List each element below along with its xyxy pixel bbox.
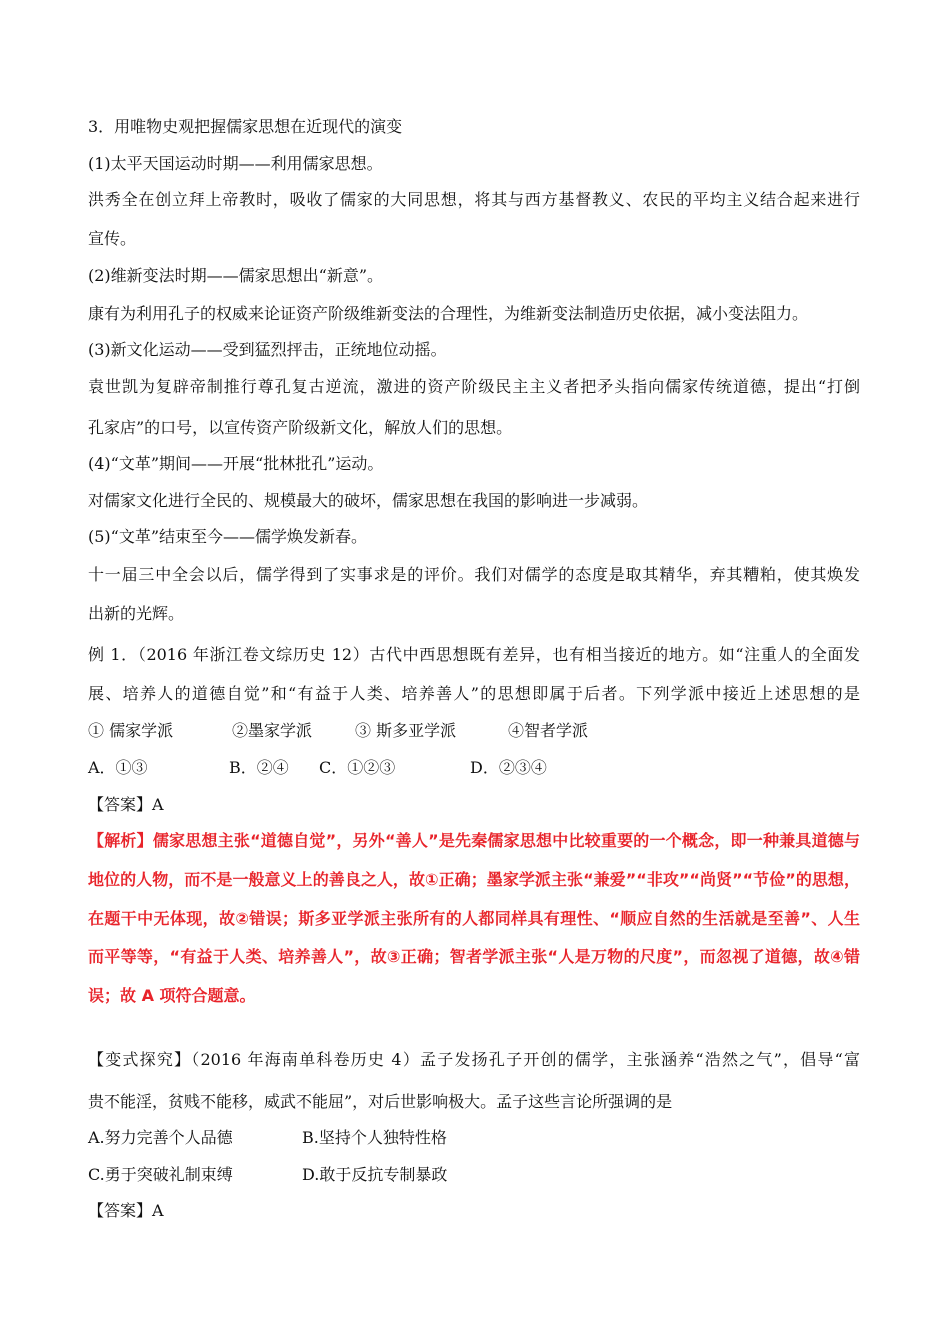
analysis-line: 在题干中无体现，故②错误；斯多亚学派主张所有的人都同样具有理性、“顺应自然的生活就是至善”、人生 [88, 909, 860, 928]
question-stem: 例 1．（2016 年浙江卷文综历史 12）古代中西思想既有差异，也有相当接近的地方。如“注重人的全面发 [88, 645, 860, 664]
paragraph-text: 孔家店”的口号，以宣传资产阶级新文化，解放人们的思想。 [88, 418, 513, 437]
answer-option: D．②③④ [470, 758, 547, 777]
answer-option: B．②④ [229, 758, 289, 777]
analysis-line: 地位的人物，而不是一般意义上的善良之人，故①正确；墨家学派主张“兼爱”“非攻”“尚贤”“节俭”的思想， [88, 870, 860, 889]
answer-option: A．①③ [88, 758, 148, 777]
paragraph-text: 袁世凯为复辟帝制推行尊孔复古逆流，激进的资产阶级民主主义者把矛头指向儒家传统道德，提出“打倒 [88, 377, 860, 396]
paragraph-title: (2)维新变法时期——儒家思想出“新意”。 [88, 266, 384, 285]
paragraph-title: (5)“文革”结束至今——儒学焕发新春。 [88, 527, 368, 546]
paragraph-title: (1)太平天国运动时期——利用儒家思想。 [88, 154, 383, 173]
paragraph-text: 十一届三中全会以后，儒学得到了实事求是的评价。我们对儒学的态度是取其精华，弃其糟粕，使其焕发 [88, 565, 860, 584]
paragraph-title: (4)“文革”期间——开展“批林批孔”运动。 [88, 454, 384, 473]
question-item: ① 儒家学派 [88, 721, 174, 740]
paragraph-text: 洪秀全在创立拜上帝教时，吸收了儒家的大同思想，将其与西方基督教义、农民的平均主义结合起来进行 [88, 190, 860, 209]
answer-option: A.努力完善个人品德 [88, 1128, 233, 1147]
variant-stem: 贵不能淫，贫贱不能移，威武不能屈”，对后世影响极大。孟子这些言论所强调的是 [88, 1092, 673, 1111]
answer-option: B.坚持个人独特性格 [302, 1128, 447, 1147]
answer-option: D.敢于反抗专制暴政 [302, 1165, 448, 1184]
analysis-line: 【解析】儒家思想主张“道德自觉”，另外“善人”是先秦儒家思想中比较重要的一个概念，即一种兼具道德与 [88, 831, 860, 850]
paragraph-text: 出新的光辉。 [88, 604, 185, 623]
variant-stem: 【变式探究】（2016 年海南单科卷历史 4）孟子发扬孔子开创的儒学，主张涵养“浩然之气”，倡导“富 [88, 1050, 860, 1069]
question-item: ②墨家学派 [232, 721, 313, 740]
answer-option: C.勇于突破礼制束缚 [88, 1165, 233, 1184]
question-item: ④智者学派 [508, 721, 589, 740]
section-heading: 3．用唯物史观把握儒家思想在近现代的演变 [88, 117, 403, 136]
question-item: ③ 斯多亚学派 [355, 721, 457, 740]
question-stem: 展、培养人的道德自觉”和“有益于人类、培养善人”的思想即属于后者。下列学派中接近上述思想的是 [88, 684, 860, 703]
analysis-line: 误；故 A 项符合题意。 [88, 986, 256, 1005]
paragraph-text: 对儒家文化进行全民的、规模最大的破坏，儒家思想在我国的影响进一步减弱。 [88, 491, 649, 510]
analysis-line: 而平等等，“有益于人类、培养善人”，故③正确；智者学派主张“人是万物的尺度”，而忽视了道德，故④错 [88, 947, 860, 966]
answer-option: C．①②③ [319, 758, 396, 777]
paragraph-text: 宣传。 [88, 229, 137, 248]
answer-label: 【答案】A [88, 1201, 164, 1220]
paragraph-title: (3)新文化运动——受到猛烈抨击，正统地位动摇。 [88, 340, 447, 359]
answer-label: 【答案】A [88, 795, 164, 814]
paragraph-text: 康有为利用孔子的权威来论证资产阶级维新变法的合理性，为维新变法制造历史依据，减小变法阻力。 [88, 304, 809, 323]
